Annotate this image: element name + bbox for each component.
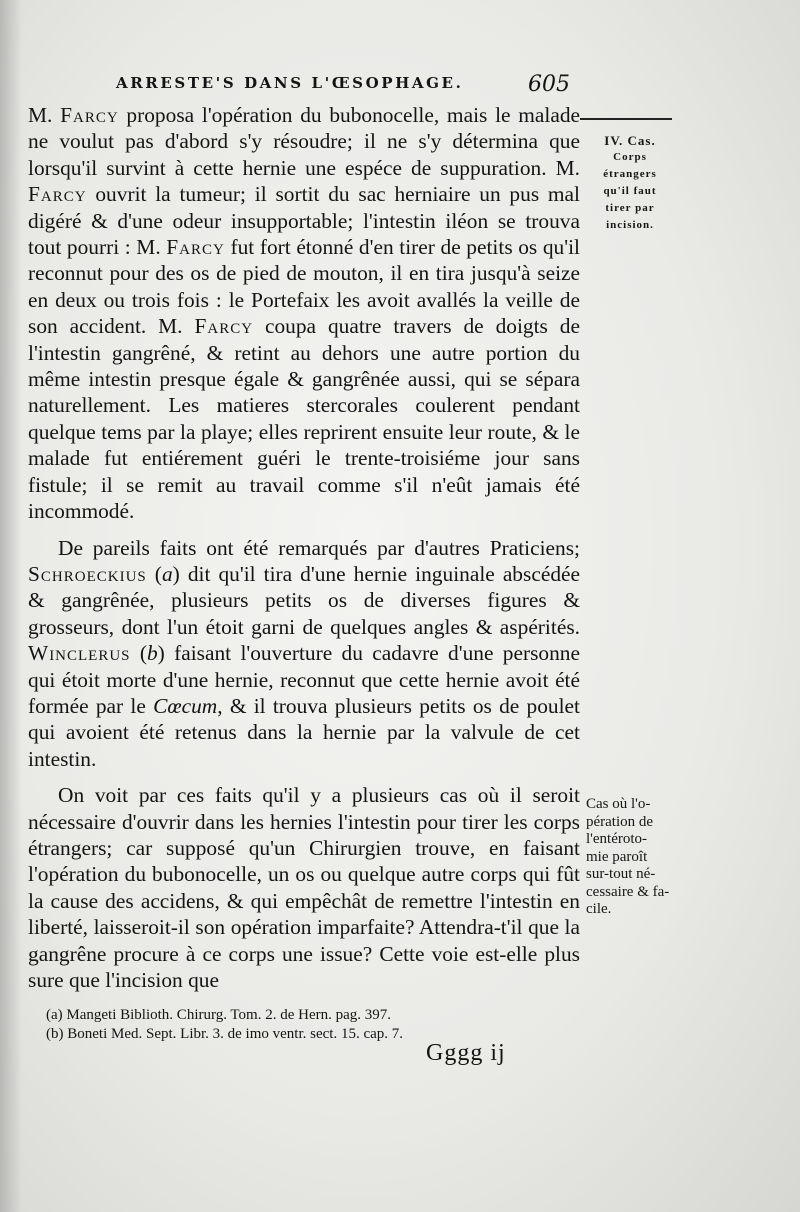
text-segment: Schroeckius <box>28 561 147 586</box>
text-segment: De pareils faits ont été remarqués par d'autres Praticiens; <box>58 535 580 560</box>
margin-note-line: IV. Cas. <box>604 133 656 148</box>
paragraph-2 <box>28 535 580 773</box>
text-segment: ( <box>130 641 147 666</box>
text-segment: Farcy <box>166 235 225 260</box>
margin-note-line: pération de <box>586 813 654 830</box>
margin-note-line: mie paroît <box>586 848 648 865</box>
margin-note-line: Corps <box>613 151 647 163</box>
margin-note-enterotomy <box>586 796 688 919</box>
running-title: ARRESTE'S DANS L'ŒSOPHAGE. <box>116 74 464 92</box>
text-segment: ( <box>146 561 162 586</box>
margin-note-line: sur-tout né- <box>586 866 656 882</box>
margin-note-line: qu'il faut <box>603 185 657 197</box>
page-gutter-shadow <box>0 0 22 1212</box>
main-text <box>28 102 580 993</box>
margin-note-line: l'entéroto- <box>586 831 648 847</box>
signature-mark: Gggg ij <box>426 1040 506 1066</box>
margin-note-case-iv <box>580 132 680 234</box>
footnote-a: (a) Mangeti Biblioth. Chirurg. Tom. 2. de Hern. pag. 397. <box>46 1007 392 1023</box>
margin-note-line: incision. <box>606 219 654 231</box>
text-segment: Farcy <box>28 182 87 207</box>
text-segment: a <box>161 561 173 586</box>
text-segment: Winclerus <box>28 641 131 666</box>
margin-note-line: cessaire & fa- <box>586 883 670 900</box>
text-segment: ) faisant l'ouverture du cadavre d'une personne qui étoit morte d'une hernie, reconnut que cette hernie avoit été formée par le <box>28 641 580 718</box>
paragraph-1 <box>28 102 580 525</box>
text-segment: , & il trouva plusieurs petits os de poulet qui avoient été retenus dans la hernie par la valvule de cet intestin. <box>28 693 580 771</box>
text-segment: On voit par ces faits qu'il y a plusieurs cas où il seroit nécessaire d'ouvrir dans les hernies l'intestin pour tirer les corps étrangers; car supposé qu'un Chirurgien trouve, en faisant l'opération du bubonocelle, un os ou quelque autre corps qui fût la cause des accidens, & qui empêchât de remettre l'intestin en liberté, laisseroit-il son opération imparfaite? Attendra-t'il que la gangrêne procure à ce corps une issue? Cette voie est-elle plus sure que l'incision que <box>28 783 580 992</box>
margin-note-line: étrangers <box>603 168 657 180</box>
text-segment: coupa quatre travers de doigts de l'intestin gangrêné, & retint au dehors une autre portion du même intestin presque égale & gangrênée aussi, qui se sépara naturellement. Les matieres stercorales coulerent pendant quelque tems par la playe; elles reprirent ensuite leur route, & le malade fut entiérement guéri le trente-troisiéme jour sans fistule; il se remit au travail comme s'il n'eût jamais été incommodé. <box>28 314 580 524</box>
footnote-b: (b) Boneti Med. Sept. Libr. 3. de imo ventr. sect. 15. cap. 7. <box>46 1026 404 1042</box>
text-segment: ) dit qu'il tira d'une hernie inguinale abscédée & gangrênée, plusieurs petits os de diverses figures & grosseurs, dont l'un étoit garni de quelques angles & aspérités. <box>28 561 580 639</box>
margin-note-line: cile. <box>586 901 612 917</box>
page-number: 605 <box>528 72 570 97</box>
text-segment: Farcy <box>60 103 119 127</box>
margin-rule <box>580 118 672 120</box>
text-segment: M. <box>28 103 61 127</box>
text-segment: proposa l'opération du bubonocelle, mais le malade ne voulut pas d'abord s'y résoudre; il ne s'y détermina que lorsqu'il survint à cette hernie une espéce de suppuration. M. <box>28 103 581 180</box>
text-segment: ouvrit la tumeur; il sortit du sac herniaire un pus mal digéré & d'une odeur insupportable; l'intestin iléon se trouva tout pourri : M. <box>28 182 580 260</box>
margin-note-line: Cas où l'o- <box>586 796 651 812</box>
text-segment: b <box>146 641 158 666</box>
paragraph-3 <box>28 782 580 993</box>
text-segment: Cœcum <box>153 693 218 718</box>
margin-note-line: tirer par <box>605 202 655 214</box>
footnotes <box>46 1006 586 1044</box>
text-segment: fut fort étonné d'en tirer de petits os qu'il reconnut pour des os de pied de mouton, il en tira jusqu'à seize en deux ou trois fois : le Portefaix les avoit avallés la veille de son accident. M. <box>28 235 580 339</box>
text-segment: Farcy <box>194 314 254 339</box>
